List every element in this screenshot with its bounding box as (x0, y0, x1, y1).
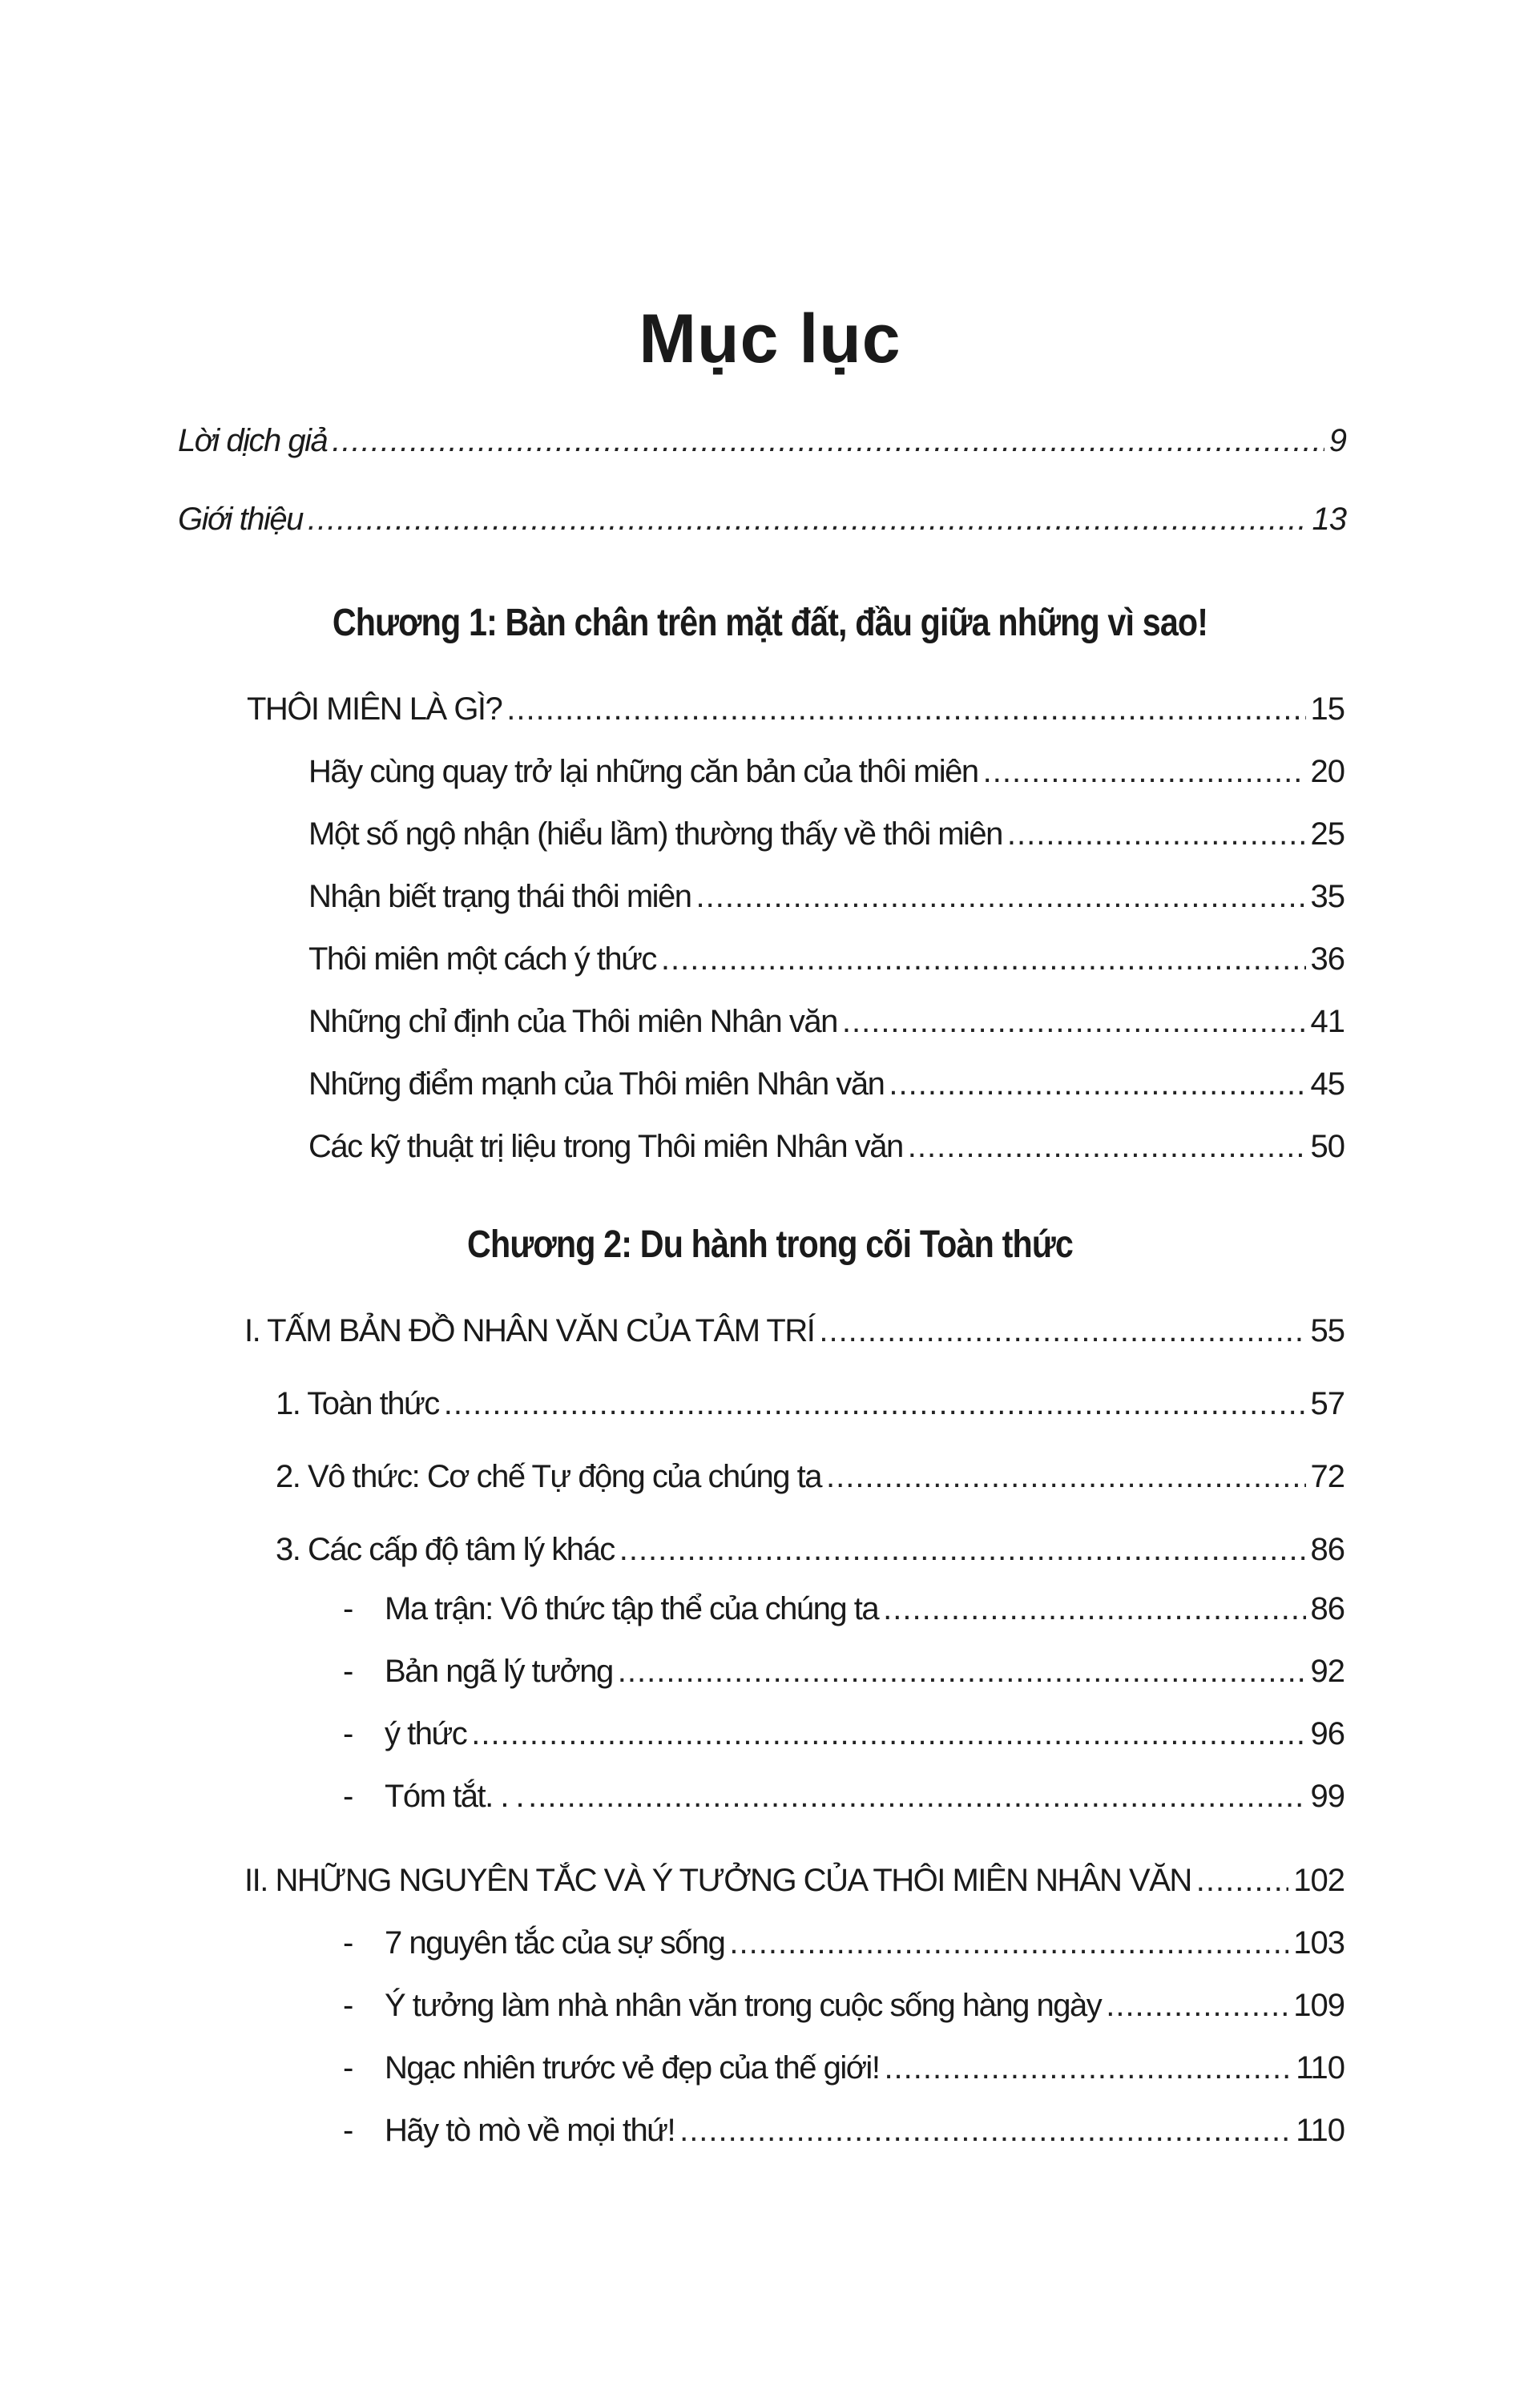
chapter-1-heading: Chương 1: Bàn chân trên mặt đất, đầu giữa những vì sao! (332, 602, 1208, 644)
toc-entry-page: 50 (1310, 1129, 1344, 1164)
toc-entry[interactable] (308, 1062, 1344, 1106)
toc-entry-label: Nhận biết trạng thái thôi miên (308, 879, 691, 914)
toc-entry[interactable] (308, 1124, 1344, 1169)
toc-subsection[interactable] (276, 1454, 1344, 1499)
toc-list-item[interactable] (343, 1920, 1344, 1965)
toc-entry-label: Ý tưởng làm nhà nhân văn trong cuộc sống hàng ngày (385, 1988, 1102, 2023)
toc-leader-dots (444, 1381, 1306, 1426)
toc-leader-dots (729, 1920, 1288, 1965)
toc-leader-dots (1196, 1858, 1288, 1903)
page-title: Mục lục (639, 300, 901, 377)
toc-entry-page: 86 (1310, 1532, 1344, 1567)
toc-leader-dots (819, 1308, 1305, 1353)
toc-entry-page: 57 (1310, 1386, 1344, 1421)
toc-entry[interactable] (308, 937, 1344, 981)
list-dash: - (343, 2113, 354, 2148)
toc-entry-label: Giới thiệu (178, 502, 303, 537)
toc-entry-page: 110 (1296, 2113, 1344, 2148)
toc-leader-dots (842, 999, 1306, 1044)
toc-section-what-is-hypnosis[interactable] (247, 687, 1344, 731)
toc-subsection[interactable] (276, 1527, 1344, 1572)
toc-section-mind-map[interactable] (244, 1308, 1344, 1353)
toc-list-item[interactable] (343, 1586, 1344, 1631)
toc-entry-page: 99 (1310, 1779, 1344, 1814)
toc-entry-label: Tóm tắt. . . (385, 1779, 524, 1814)
toc-entry-page: 45 (1310, 1066, 1344, 1102)
toc-entry-label: Những điểm mạnh của Thôi miên Nhân văn (308, 1066, 885, 1102)
toc-entry-label: 7 nguyên tắc của sự sống (385, 1925, 725, 1961)
chapter-2-heading: Chương 2: Du hành trong cõi Toàn thức (467, 1223, 1073, 1266)
toc-leader-dots (884, 2045, 1291, 2090)
toc-entry-page: 35 (1310, 879, 1344, 914)
toc-leader-dots (1106, 1983, 1288, 2028)
toc-list-item[interactable] (343, 1711, 1344, 1756)
toc-leader-dots (983, 749, 1306, 794)
toc-entry-label: Lời dịch giả (178, 423, 328, 458)
toc-entry[interactable] (308, 999, 1344, 1044)
toc-entry-label: Bản ngã lý tưởng (385, 1654, 613, 1689)
toc-entry-page: 72 (1310, 1459, 1344, 1494)
toc-entry-label: Ma trận: Vô thức tập thể của chúng ta (385, 1591, 879, 1626)
toc-entry-page: 13 (1312, 502, 1346, 537)
list-dash: - (343, 1654, 354, 1689)
toc-leader-dots (332, 418, 1324, 463)
toc-leader-dots (908, 1124, 1306, 1169)
toc-entry-label: Các kỹ thuật trị liệu trong Thôi miên Nhân văn (308, 1129, 903, 1164)
toc-list-item[interactable] (343, 1774, 1344, 1819)
toc-subsection[interactable] (276, 1381, 1344, 1426)
list-dash: - (343, 1988, 354, 2023)
toc-entry-label: Một số ngộ nhận (hiểu lầm) thường thấy về thôi miên (308, 816, 1002, 852)
toc-entry-page: 96 (1310, 1716, 1344, 1751)
toc-entry-label: Ngạc nhiên trước vẻ đẹp của thế giới! (385, 2050, 880, 2086)
toc-leader-dots (618, 1649, 1306, 1694)
toc-entry-page: 92 (1310, 1654, 1344, 1689)
list-dash: - (343, 2050, 354, 2086)
toc-leader-dots (1007, 812, 1306, 856)
toc-entry-page: 25 (1310, 816, 1344, 852)
toc-entry-page: 86 (1310, 1591, 1344, 1626)
toc-entry-page: 15 (1310, 691, 1344, 727)
toc-entry[interactable] (308, 874, 1344, 919)
toc-leader-dots (889, 1062, 1305, 1106)
toc-entry-label: Những chỉ định của Thôi miên Nhân văn (308, 1004, 837, 1039)
toc-entry-label: 1. Toàn thức (276, 1386, 439, 1421)
toc-entry-label: II. NHỮNG NGUYÊN TẮC VÀ Ý TƯỞNG CỦA THÔI MIÊN NHÂN VĂN (244, 1863, 1191, 1898)
toc-entry-page: 41 (1310, 1004, 1344, 1039)
toc-leader-dots (883, 1586, 1305, 1631)
toc-entry-page: 55 (1310, 1313, 1344, 1348)
toc-leader-dots (308, 497, 1308, 542)
toc-list-item[interactable] (343, 1649, 1344, 1694)
toc-entry-page: 102 (1293, 1863, 1344, 1898)
toc-entry-page: 9 (1328, 423, 1346, 458)
toc-leader-dots (528, 1774, 1305, 1819)
toc-entry[interactable] (308, 749, 1344, 794)
toc-leader-dots (826, 1454, 1306, 1499)
toc-entry-page: 110 (1296, 2050, 1344, 2086)
toc-entry-page: 36 (1310, 941, 1344, 977)
toc-entry-label: Hãy tò mò về mọi thứ! (385, 2113, 675, 2148)
toc-entry-translator-note[interactable] (178, 418, 1346, 463)
list-dash: - (343, 1779, 354, 1814)
list-dash: - (343, 1925, 354, 1961)
toc-entry-label: Thôi miên một cách ý thức (308, 941, 656, 977)
toc-entry-page: 109 (1293, 1988, 1344, 2023)
toc-entry-label: Hãy cùng quay trở lại những căn bản của thôi miên (308, 754, 978, 789)
toc-leader-dots (661, 937, 1306, 981)
toc-entry-label: THÔI MIÊN LÀ GÌ? (247, 691, 502, 727)
toc-entry-page: 20 (1310, 754, 1344, 789)
toc-entry-introduction[interactable] (178, 497, 1346, 542)
toc-section-principles[interactable] (244, 1858, 1344, 1903)
toc-entry[interactable] (308, 812, 1344, 856)
toc-list-item[interactable] (343, 2045, 1344, 2090)
toc-entry-label: I. TẤM BẢN ĐỒ NHÂN VĂN CỦA TÂM TRÍ (244, 1313, 815, 1348)
toc-list-item[interactable] (343, 2108, 1344, 2153)
list-dash: - (343, 1591, 354, 1626)
toc-entry-label: 3. Các cấp độ tâm lý khác (276, 1532, 615, 1567)
toc-entry-label: 2. Vô thức: Cơ chế Tự động của chúng ta (276, 1459, 821, 1494)
list-dash: - (343, 1716, 354, 1751)
toc-leader-dots (471, 1711, 1305, 1756)
toc-entry-page: 103 (1293, 1925, 1344, 1961)
toc-leader-dots (506, 687, 1305, 731)
toc-entry-label: ý thức (385, 1716, 467, 1751)
toc-leader-dots (619, 1527, 1306, 1572)
toc-list-item[interactable] (343, 1983, 1344, 2028)
toc-leader-dots (679, 2108, 1291, 2153)
toc-leader-dots (696, 874, 1306, 919)
